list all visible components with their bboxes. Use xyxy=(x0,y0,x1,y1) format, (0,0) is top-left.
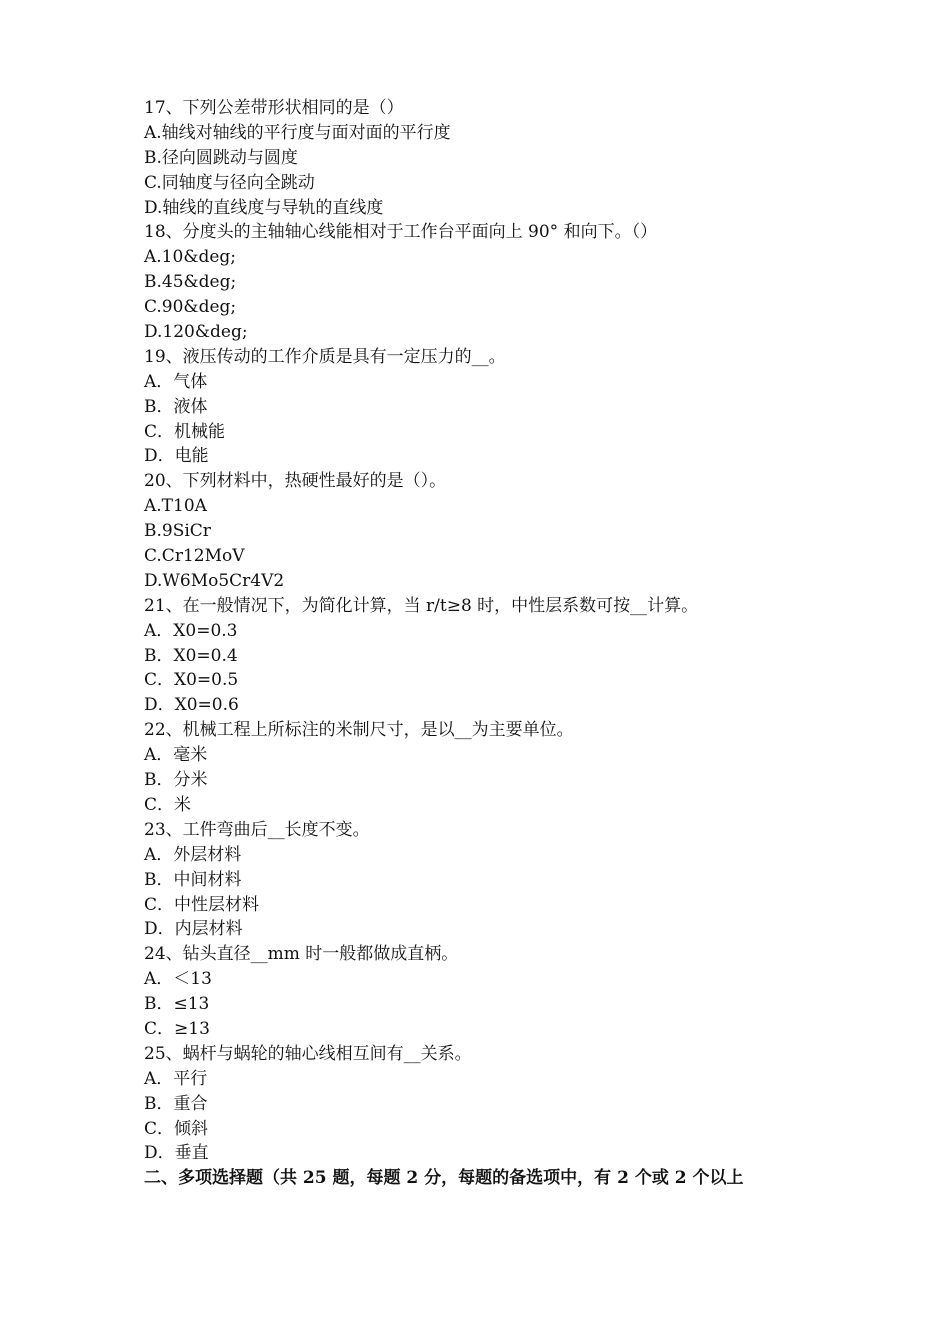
text-line: A．＜13 xyxy=(144,969,212,990)
text-line: D．垂直 xyxy=(144,1143,209,1164)
text-line: 17、下列公差带形状相同的是（） xyxy=(144,98,404,118)
text-line: A．气体 xyxy=(144,371,208,392)
question-list xyxy=(144,96,824,1166)
document-body xyxy=(144,96,824,1191)
text-line: A.10&deg; xyxy=(144,247,236,268)
text-line: C.同轴度与径向全跳动 xyxy=(144,172,315,193)
text-line: D．内层材料 xyxy=(144,919,243,940)
text-line: A．外层材料 xyxy=(144,844,242,865)
text-line: B．分米 xyxy=(144,770,208,791)
text-line: B.9SiCr xyxy=(144,521,211,542)
text-line: 18、分度头的主轴轴心线能相对于工作台平面向上 90° 和向下。（） xyxy=(144,222,658,243)
text-line: 21、在一般情况下，为简化计算，当 r/t≥8 时，中性层系数可按__计算。 xyxy=(144,595,699,616)
text-line: C.Cr12MoV xyxy=(144,546,245,567)
text-line: B．液体 xyxy=(144,396,208,417)
text-line: B．≤13 xyxy=(144,994,210,1015)
text-line: C．中性层材料 xyxy=(144,894,260,915)
text-line: D.W6Mo5Cr4V2 xyxy=(144,570,285,591)
text-line: A.T10A xyxy=(144,496,207,517)
text-line: B．X0=0.4 xyxy=(144,645,238,666)
text-line: A.轴线对轴线的平行度与面对面的平行度 xyxy=(144,122,451,143)
text-line: C．X0=0.5 xyxy=(144,670,239,691)
text-line: C．机械能 xyxy=(144,421,226,442)
text-line: D．X0=0.6 xyxy=(144,695,239,716)
text-line: 24、钻头直径__mm 时一般都做成直柄。 xyxy=(144,944,459,965)
text-line: D.120&deg; xyxy=(144,322,248,343)
text-line: 20、下列材料中，热硬性最好的是（）。 xyxy=(144,471,447,492)
text-line: A．毫米 xyxy=(144,745,208,766)
text-line: B.45&deg; xyxy=(144,272,237,293)
text-line: C.90&deg; xyxy=(144,297,237,318)
text-line: D.轴线的直线度与导轨的直线度 xyxy=(144,197,384,218)
text-line: 25、蜗杆与蜗轮的轴心线相互间有__关系。 xyxy=(144,1043,472,1064)
text-line: B.径向圆跳动与圆度 xyxy=(144,147,298,168)
text-line: D．电能 xyxy=(144,446,209,467)
text-line: C．米 xyxy=(144,794,192,815)
text-line: B．重合 xyxy=(144,1093,208,1114)
text-line: A．平行 xyxy=(144,1068,208,1089)
text-line: A．X0=0.3 xyxy=(144,620,238,641)
text-line: 23、工件弯曲后__长度不变。 xyxy=(144,819,370,840)
text-line: 19、液压传动的工作介质是具有一定压力的__。 xyxy=(144,346,506,367)
text-line: B．中间材料 xyxy=(144,869,242,890)
text-line: C．倾斜 xyxy=(144,1118,209,1139)
text-line: 22、机械工程上所标注的米制尺寸，是以__为主要单位。 xyxy=(144,720,574,741)
section-heading: 二、多项选择题（共 25 题，每题 2 分，每题的备选项中，有 2 个或 2 个以上 xyxy=(144,1168,744,1189)
text-line: C．≥13 xyxy=(144,1018,210,1039)
